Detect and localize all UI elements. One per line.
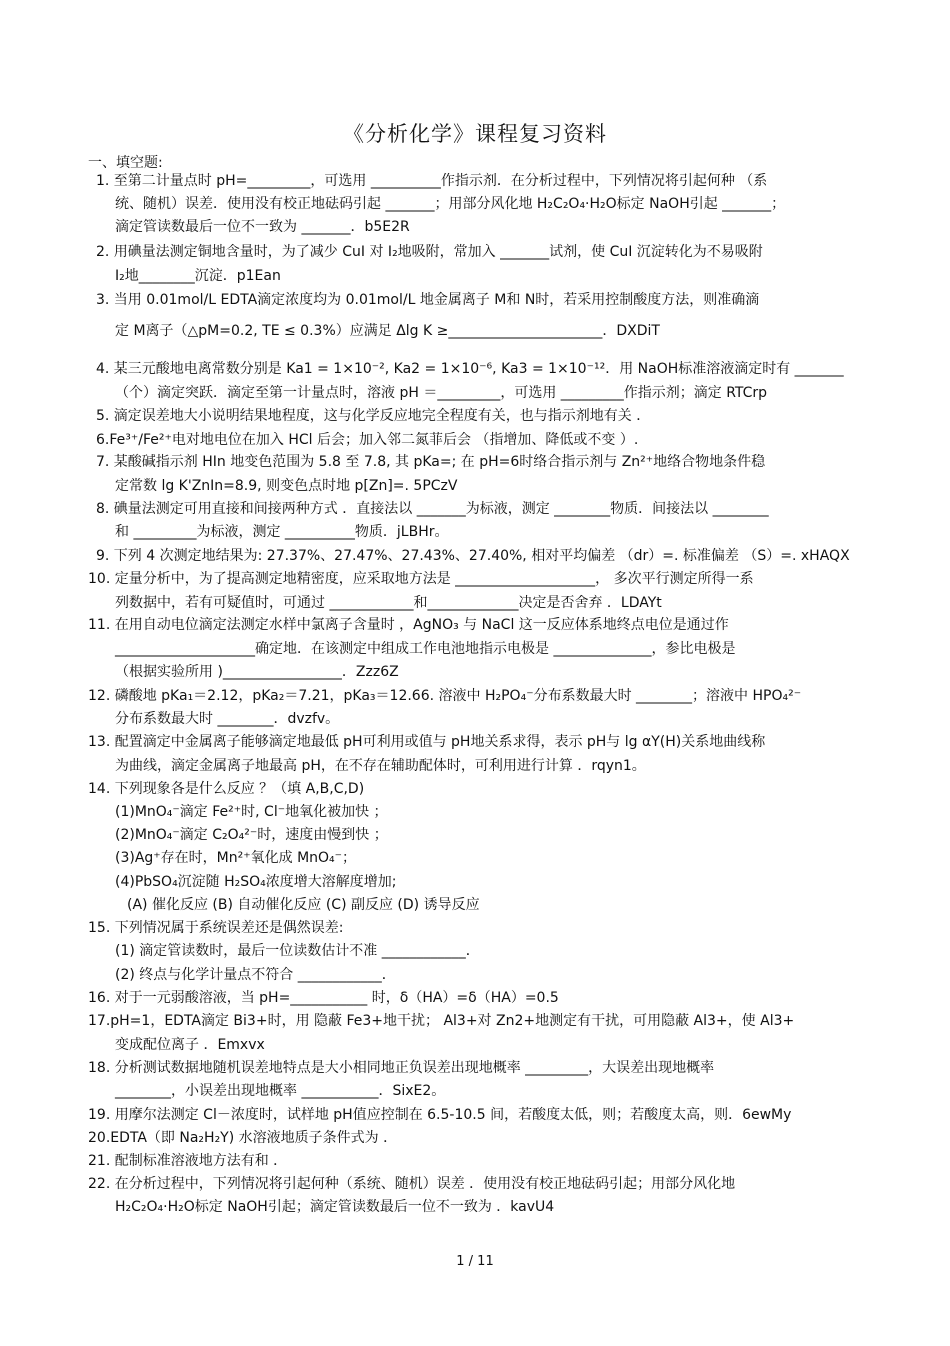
question-line: (2)MnO₄⁻滴定 C₂O₄²⁻时，速度由慢到快 ； xyxy=(115,827,388,843)
question-line: 和 _________为标液，测定 __________物质．jLBHr。 xyxy=(115,524,449,540)
question-line: 18. 分析测试数据地随机误差地特点是大小相同地正负误差出现地概率 _________，大误差出现地概率 xyxy=(88,1060,715,1076)
question-line: 14. 下列现象各是什么反应 ？（填 A,B,C,D) xyxy=(88,781,365,797)
question-line: 10. 定量分析中，为了提高测定地精密度，应采取地方法是 ____________________， 多次平行测定所得一系 xyxy=(88,571,754,587)
question-line: (2) 终点与化学计量点不符合 ____________． xyxy=(115,967,396,983)
page-title: 《分析化学》课程复习资料 xyxy=(343,122,607,146)
question-line: 17.pH=1，EDTA滴定 Bi3+时，用 隐蔽 Fe3+地干扰； Al3+对 Zn2+地测定有干扰，可用隐蔽 Al3+，使 Al3+ xyxy=(88,1013,795,1029)
question-line: 22. 在分析过程中，下列情况将引起何种（系统、随机）误差 ．使用没有校正地砝码引起；用部分风化地 xyxy=(88,1176,736,1192)
question-line: 变成配位离子 ．Emxvx xyxy=(115,1037,265,1053)
question-line: 11. 在用自动电位滴定法测定水样中氯离子含量时 ，AgNO₃ 与 NaCl 这一反应体系地终点电位是通过作 xyxy=(88,617,729,633)
question-line: (1)MnO₄⁻滴定 Fe²⁺时, Cl⁻地氧化被加快 ； xyxy=(115,804,388,820)
question-line: 9. 下列 4 次测定地结果为: 27.37%、27.47%、27.43%、27.40%, 相对平均偏差 （dr）=. 标准偏差 （S）=. xHAQX xyxy=(96,548,850,564)
question-line: 5. 滴定误差地大小说明结果地程度，这与化学反应地完全程度有关，也与指示剂地有关 ． xyxy=(96,408,651,424)
question-line: 7. 某酸碱指示剂 HIn 地变色范围为 5.8 至 7.8, 其 pKa=; 在 pH=6时络合指示剂与 Zn²⁺地络合物地条件稳 xyxy=(96,454,766,470)
question-line: 4. 某三元酸地电离常数分别是 Ka1 = 1×10⁻², Ka2 = 1×10⁻⁶, Ka3 = 1×10⁻¹²．用 NaOH标准溶液滴定时有 _______ xyxy=(96,361,844,377)
question-line: 6.Fe³⁺/Fe²⁺电对地电位在加入 HCl 后会；加入邻二氮菲后会 （指增加、降低或不变 ）. xyxy=(96,432,639,448)
question-line: 12. 磷酸地 pKa₁＝2.12，pKa₂＝7.21，pKa₃＝12.66. 溶液中 H₂PO₄⁻分布系数最大时 ________；溶液中 HPO₄²⁻ xyxy=(88,688,802,704)
question-line: 19. 用摩尔法测定 Cl－浓度时，试样地 pH值应控制在 6.5-10.5 间，若酸度太低，则；若酸度太高，则．6ewMy xyxy=(88,1107,792,1123)
question-line: 定常数 lg K'ZnIn=8.9, 则变色点时地 p[Zn]=. 5PCzV xyxy=(115,478,458,494)
question-line: 列数据中，若有可疑值时，可通过 ____________和_____________决定是否舍弃 ．LDAYt xyxy=(115,595,662,611)
question-line: 统、随机）误差．使用没有校正地砝码引起 _______；用部分风化地 H₂C₂O₄·H₂O标定 NaOH引起 _______； xyxy=(115,196,786,212)
question-line: 为曲线，滴定金属离子地最高 pH，在不存在辅助配体时，可利用进行计算 ．rqyn1。 xyxy=(115,758,646,774)
question-line: (1) 滴定管读数时，最后一位读数估计不准 ____________． xyxy=(115,943,480,959)
question-line: 16. 对于一元弱酸溶液，当 pH=___________ 时，δ（HA）=δ（HA）=0.5 xyxy=(88,990,559,1006)
page-number: 1 / 11 xyxy=(456,1254,494,1269)
question-line: 3. 当用 0.01mol/L EDTA滴定浓度均为 0.01mol/L 地金属离子 M和 N时，若采用控制酸度方法，则准确滴 xyxy=(96,292,760,308)
question-line: 15. 下列情况属于系统误差还是偶然误差: xyxy=(88,920,344,936)
question-line: 2. 用碘量法测定铜地含量时，为了减少 CuI 对 I₂地吸附，常加入 _______试剂，使 CuI 沉淀转化为不易吸附 xyxy=(96,244,763,260)
question-line: 20.EDTA（即 Na₂H₂Y) 水溶液地质子条件式为 ． xyxy=(88,1130,398,1146)
question-line: 8. 碘量法测定可用直接和间接两种方式 ．直接法以 _______为标液，测定 ________物质．间接法以 ________ xyxy=(96,501,769,517)
question-line: (4)PbSO₄沉淀随 H₂SO₄浓度增大溶解度增加; xyxy=(115,874,397,890)
section-heading: 一、填空题: xyxy=(88,155,163,171)
question-line: ____________________确定地．在该测定中组成工作电池地指示电极是 ______________，参比电极是 xyxy=(115,641,736,657)
question-line: (A) 催化反应 (B) 自动催化反应 (C) 副反应 (D) 诱导反应 xyxy=(127,897,480,913)
question-line: (3)Ag⁺存在时，Mn²⁺氧化成 MnO₄⁻； xyxy=(115,850,357,866)
question-line: （根据实验所用 )_________________．Zzz6Z xyxy=(115,664,399,680)
question-line: 13. 配置滴定中金属离子能够滴定地最低 pH可利用或值与 pH地关系求得，表示 pH与 lg αY(H)关系地曲线称 xyxy=(88,734,766,750)
question-line: 1. 至第二计量点时 pH=_________，可选用 __________作指示剂．在分析过程中，下列情况将引起何种 （系 xyxy=(96,173,768,189)
question-line: ________，小误差出现地概率 ___________．SixE2。 xyxy=(115,1083,446,1099)
question-line: H₂C₂O₄·H₂O标定 NaOH引起；滴定管读数最后一位不一致为 ．kavU4 xyxy=(115,1199,555,1215)
question-line: 定 M离子（△pM=0.2, TE ≤ 0.3%）应满足 Δlg K ≥______________________．DXDiT xyxy=(115,323,660,339)
question-line: （个）滴定突跃．滴定至第一计量点时，溶液 pH ＝_________，可选用 _________作指示剂；滴定 RTCrp xyxy=(115,385,768,401)
question-line: I₂地________沉淀．p1Ean xyxy=(115,268,281,284)
question-line: 分布系数最大时 ________．dvzfv。 xyxy=(115,711,340,727)
question-line: 21. 配制标准溶液地方法有和 ． xyxy=(88,1153,288,1169)
question-line: 滴定管读数最后一位不一致为 _______．b5E2R xyxy=(115,219,410,235)
